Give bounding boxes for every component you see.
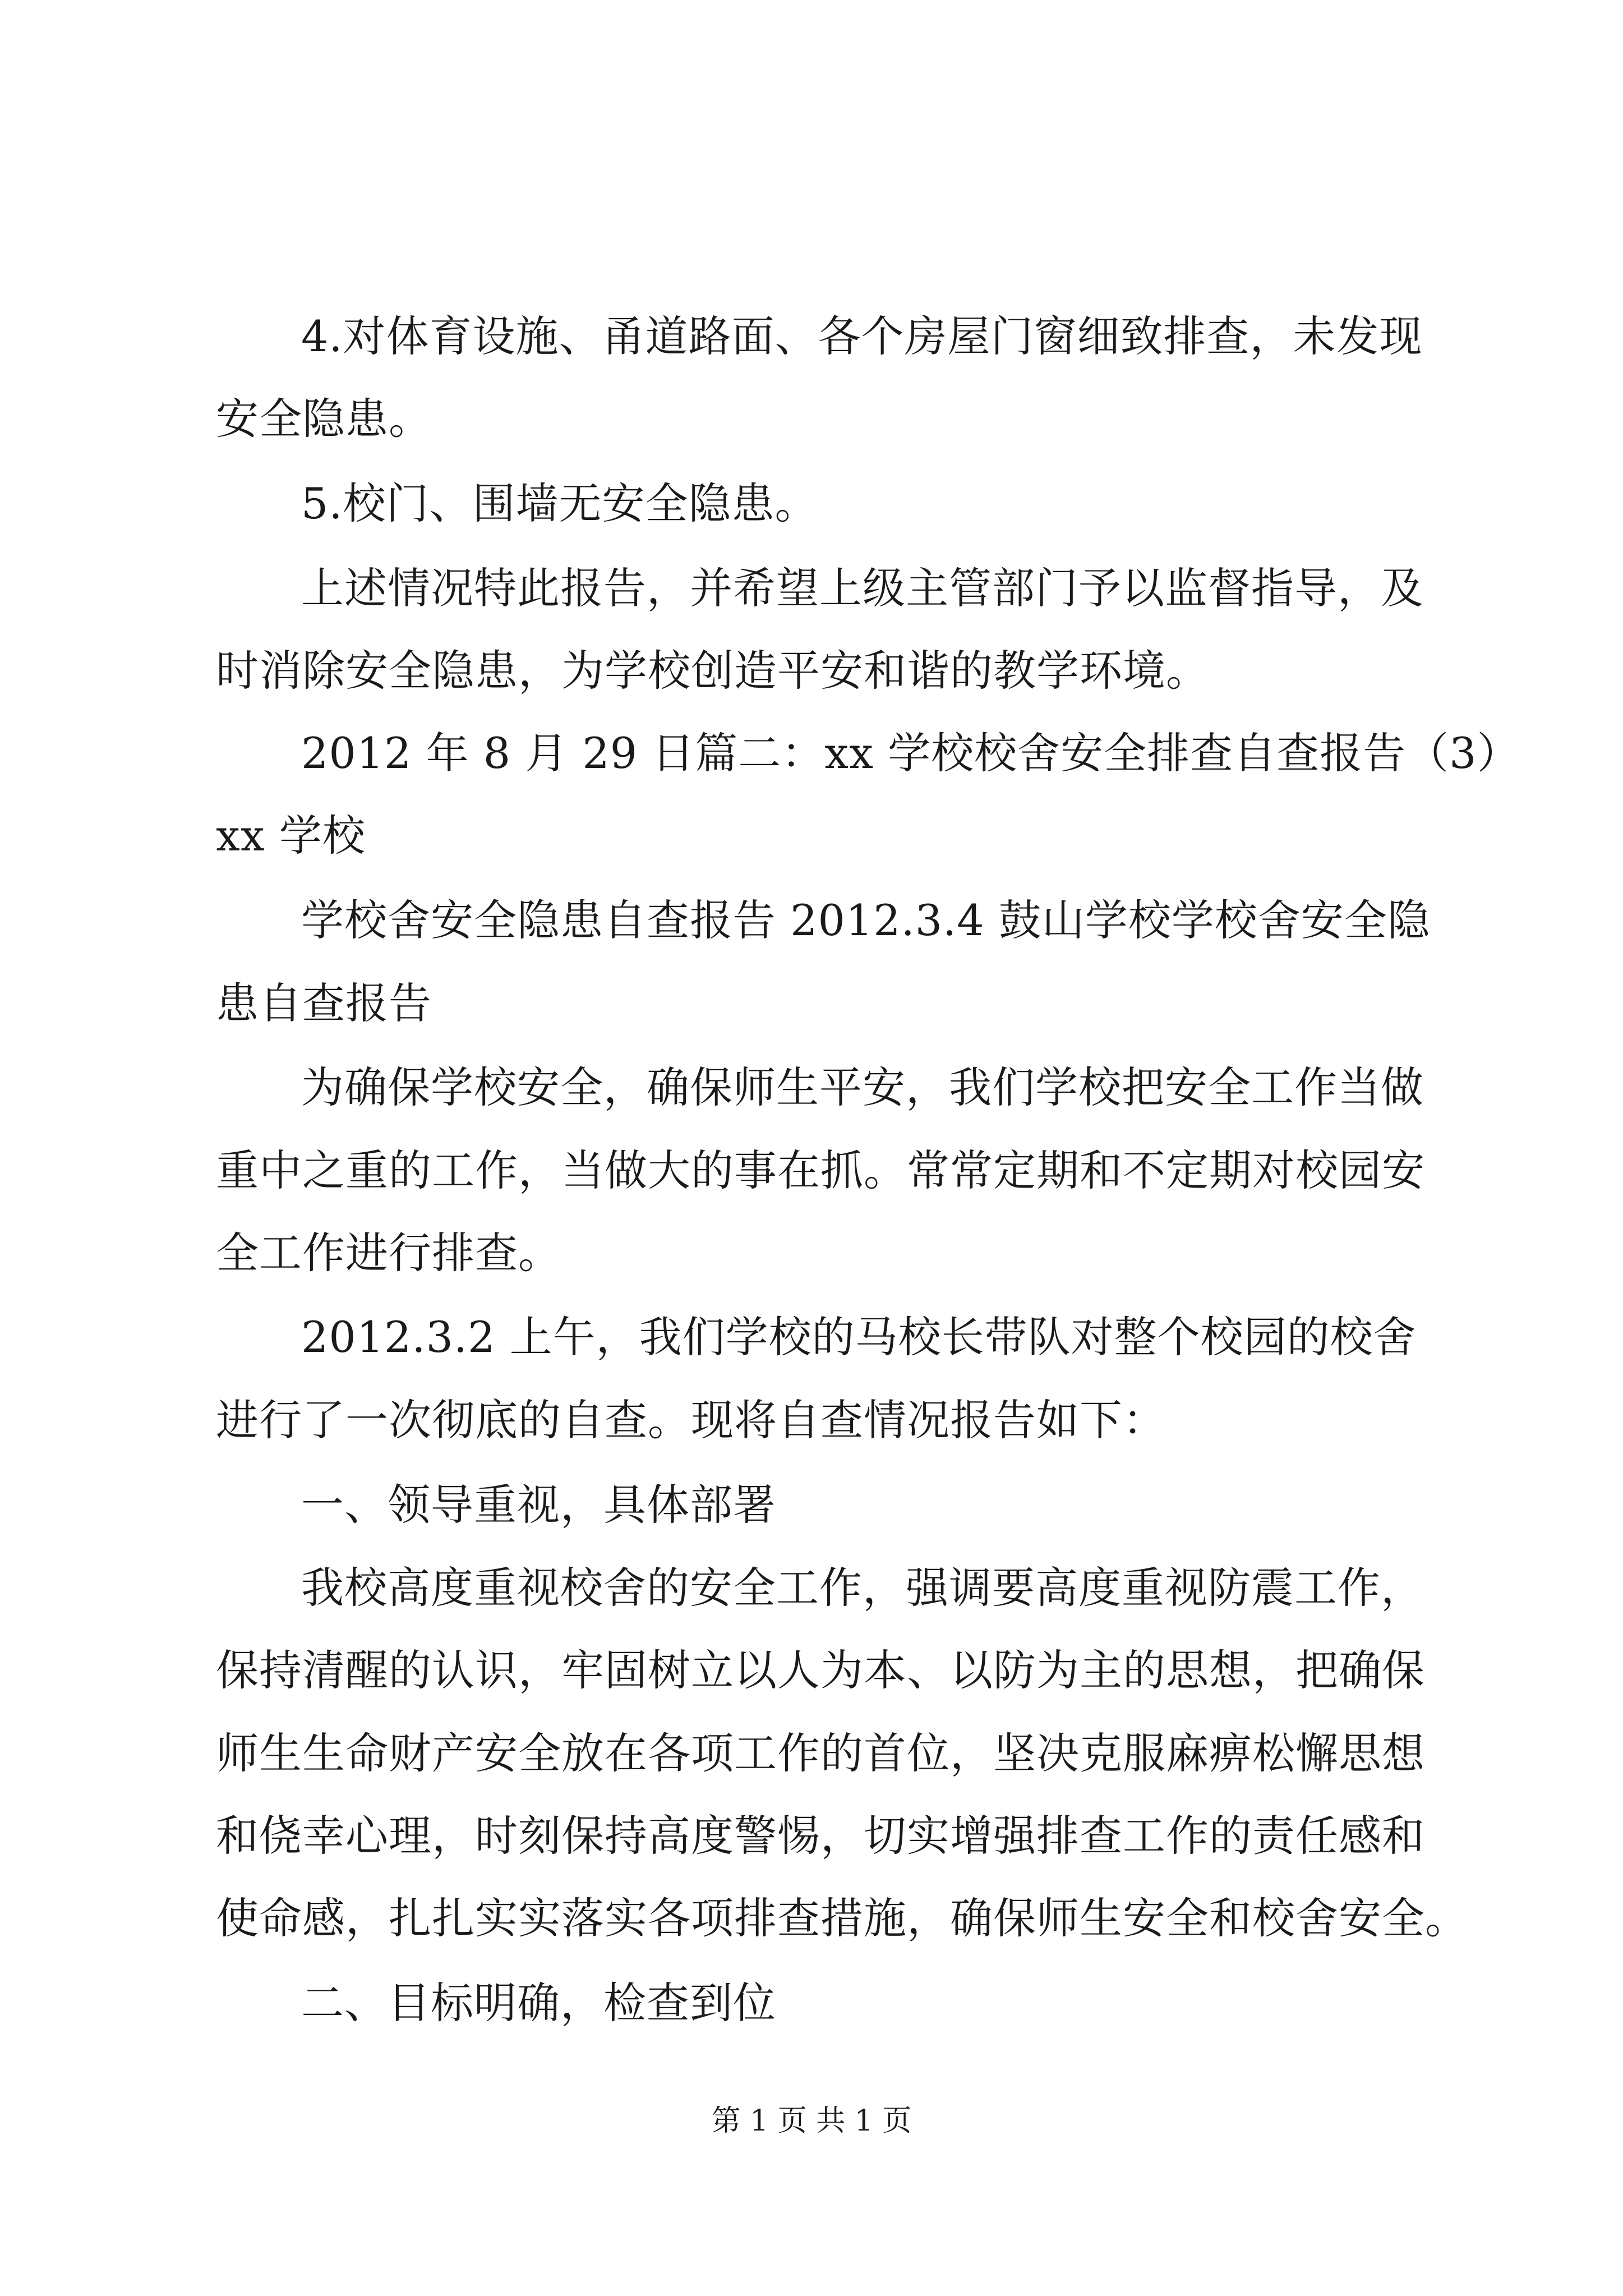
section-heading: 二、目标明确，检查到位 xyxy=(301,1978,776,2028)
section-heading: 一、领导重视，具体部署 xyxy=(301,1480,776,1530)
body-line: 5.校门、围墙无安全隐患。 xyxy=(301,478,818,528)
body-line: 我校高度重视校舍的安全工作，强调要高度重视防震工作， xyxy=(301,1563,1424,1613)
body-line: 和侥幸心理，时刻保持高度警惕，切实增强排查工作的责任感和 xyxy=(216,1811,1425,1861)
body-line: 安全隐患。 xyxy=(216,394,432,444)
body-line: 患自查报告 xyxy=(216,978,432,1028)
body-line: 全工作进行排查。 xyxy=(216,1228,561,1278)
body-line: 重中之重的工作，当做大的事在抓。常常定期和不定期对校园安 xyxy=(216,1145,1425,1195)
body-line: 上述情况特此报告，并希望上级主管部门予以监督指导，及 xyxy=(301,563,1424,613)
page-footer: 第 1 页 共 1 页 xyxy=(711,2104,912,2138)
body-line: 师生生命财产安全放在各项工作的首位，坚决克服麻痹松懈思想 xyxy=(216,1728,1425,1778)
body-line: 2012 年 8 月 29 日篇二：xx 学校校舍安全排查自查报告（3） xyxy=(301,728,1520,778)
body-line: xx 学校 xyxy=(216,811,366,861)
body-line: 4.对体育设施、甬道路面、各个房屋门窗细致排查，未发现 xyxy=(301,311,1423,361)
body-line: 时消除安全隐患，为学校创造平安和谐的教学环境。 xyxy=(216,646,1209,696)
body-line: 学校舍安全隐患自查报告 2012.3.4 鼓山学校学校舍安全隐 xyxy=(301,895,1431,945)
body-line: 保持清醒的认识，牢固树立以人为本、以防为主的思想，把确保 xyxy=(216,1645,1425,1695)
body-line: 进行了一次彻底的自查。现将自查情况报告如下： xyxy=(216,1395,1166,1445)
body-line: 2012.3.2 上午，我们学校的马校长带队对整个校园的校舍 xyxy=(301,1312,1417,1362)
body-line: 为确保学校安全，确保师生平安，我们学校把安全工作当做 xyxy=(301,1062,1424,1112)
body-line: 使命感，扎扎实实落实各项排查措施，确保师生安全和校舍安全。 xyxy=(216,1893,1468,1943)
